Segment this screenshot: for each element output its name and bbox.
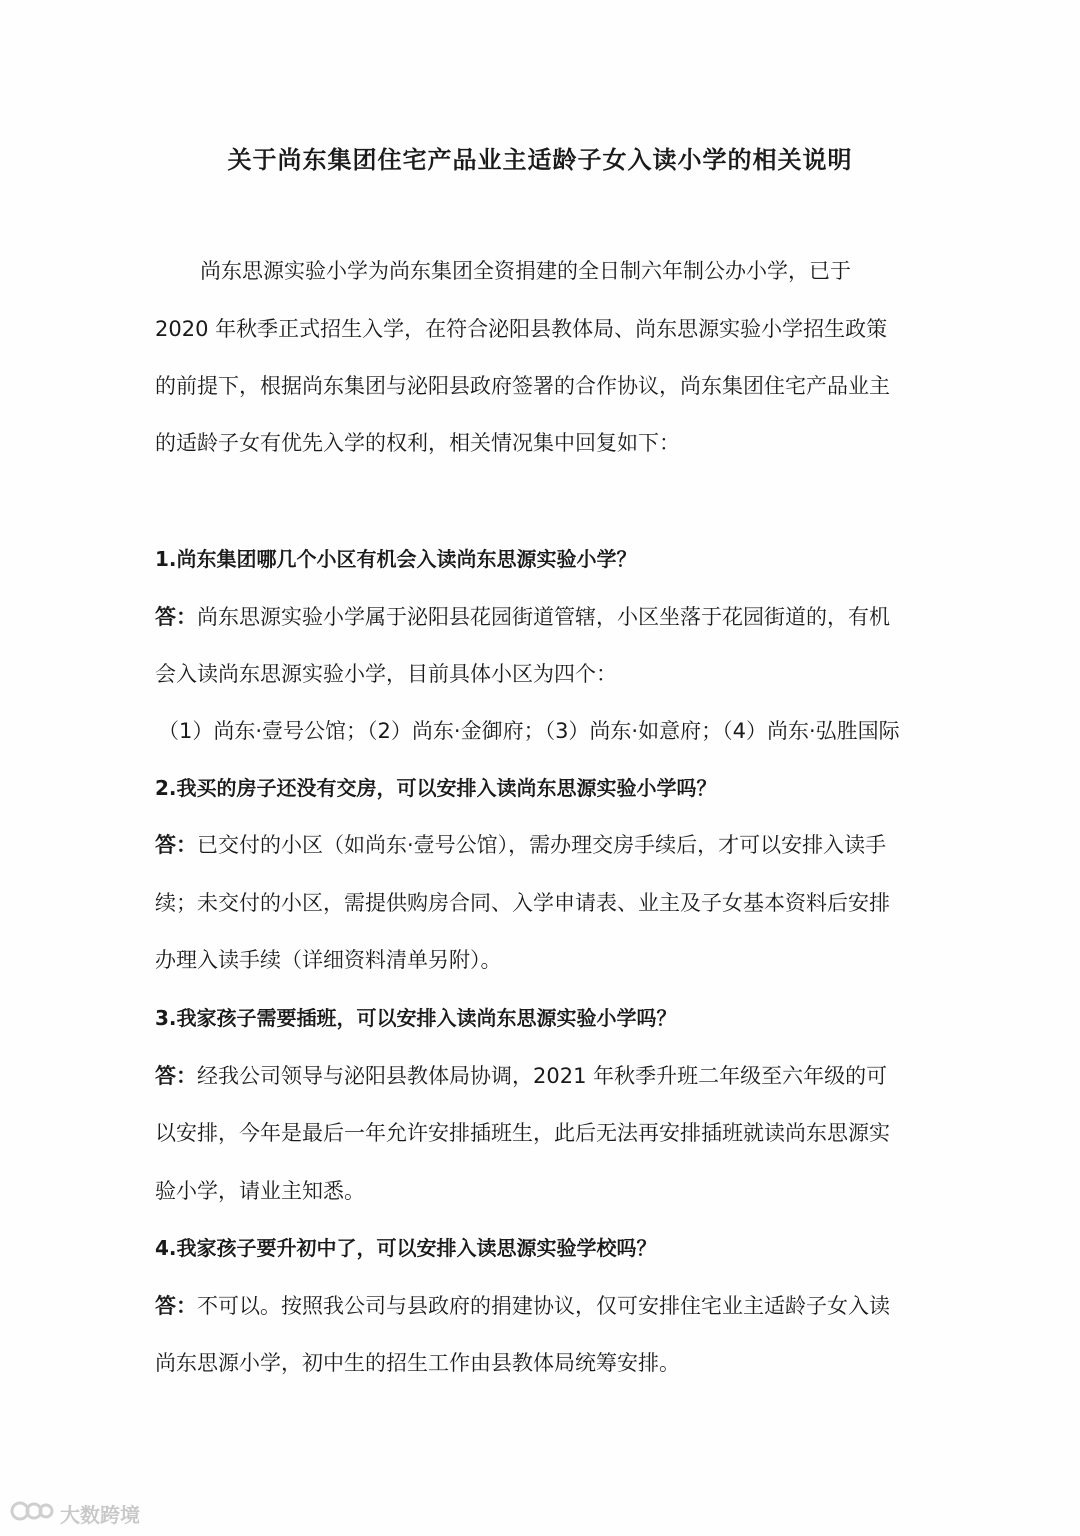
question-2: 2.我买的房子还没有交房，可以安排入读尚东思源实验小学吗？ [155, 776, 717, 800]
question-1: 1.尚东集团哪几个小区有机会入读尚东思源实验小学？ [155, 547, 637, 571]
answer-text: 已交付的小区（如尚东·壹号公馆），需办理交房手续后，才可以安排入读手 [197, 833, 887, 857]
watermark-text: 大数跨境 [60, 1502, 140, 1527]
answer-label: 答： [155, 1294, 197, 1318]
answer-3-line: 验小学，请业主知悉。 [155, 1179, 365, 1203]
brand-logo-icon [10, 1496, 54, 1531]
answer-text: 不可以。按照我公司与县政府的捐建协议，仅可安排住宅业主适龄子女入读 [197, 1294, 890, 1318]
answer-label: 答： [155, 605, 197, 629]
answer-4-line [155, 1291, 925, 1321]
answer-3-line: 以安排，今年是最后一年允许安排插班生，此后无法再安排插班就读尚东思源实 [155, 1121, 890, 1145]
answer-1-line [155, 602, 925, 632]
document-title: 关于尚东集团住宅产品业主适龄子女入读小学的相关说明 [227, 146, 853, 174]
answer-2-line: 办理入读手续（详细资料清单另附）。 [155, 948, 502, 972]
answer-3-line [155, 1061, 925, 1091]
intro-line: 的前提下，根据尚东集团与泌阳县政府签署的合作协议，尚东集团住宅产品业主 [155, 374, 890, 398]
question-4: 4.我家孩子要升初中了，可以安排入读思源实验学校吗？ [155, 1236, 657, 1260]
answer-text: 经我公司领导与泌阳县教体局协调，2021 年秋季升班二年级至六年级的可 [197, 1064, 888, 1088]
answer-2-line [155, 830, 925, 860]
intro-line: 的适龄子女有优先入学的权利，相关情况集中回复如下： [155, 431, 680, 455]
answer-label: 答： [155, 833, 197, 857]
watermark [10, 1496, 140, 1530]
answer-label: 答： [155, 1064, 197, 1088]
answer-4-line: 尚东思源小学，初中生的招生工作由县教体局统筹安排。 [155, 1351, 680, 1375]
intro-line: 2020 年秋季正式招生入学，在符合泌阳县教体局、尚东思源实验小学招生政策 [155, 317, 888, 341]
answer-2-line: 续；未交付的小区，需提供购房合同、入学申请表、业主及子女基本资料后安排 [155, 891, 890, 915]
answer-1-line: （1）尚东·壹号公馆；（2）尚东·金御府；（3）尚东·如意府；（4）尚东·弘胜国际 [158, 719, 900, 743]
answer-text: 尚东思源实验小学属于泌阳县花园街道管辖，小区坐落于花园街道的，有机 [197, 605, 890, 629]
intro-line: 尚东思源实验小学为尚东集团全资捐建的全日制六年制公办小学，已于 [200, 259, 851, 283]
answer-1-line: 会入读尚东思源实验小学，目前具体小区为四个： [155, 662, 617, 686]
question-3: 3.我家孩子需要插班，可以安排入读尚东思源实验小学吗？ [155, 1006, 677, 1030]
